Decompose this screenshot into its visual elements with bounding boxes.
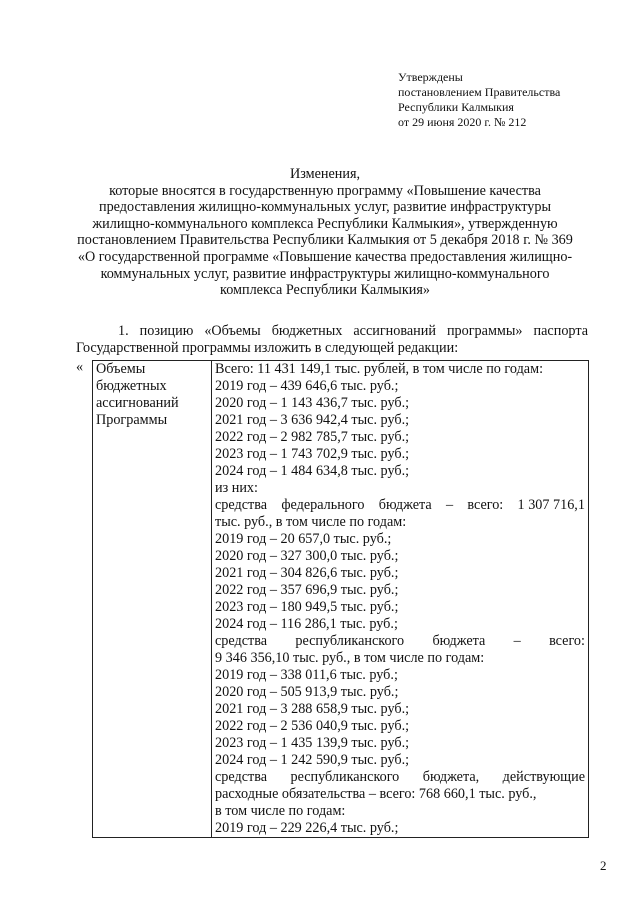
paragraph-line: Государственной программы изложить в следующей редакции: [76,340,459,356]
value-line-justified [215,633,585,650]
word: федерального [281,497,365,513]
value-line-justified [215,769,585,786]
value-line: 2020 год – 327 300,0 тыс. руб.; [215,548,399,564]
word: всего: [467,497,504,513]
word: – [513,633,521,649]
value-line: 2021 год – 3 288 658,9 тыс. руб.; [215,701,410,717]
value-line: 2023 год – 1 743 702,9 тыс. руб.; [215,446,410,462]
approval-line: от 29 июня 2020 г. № 212 [398,115,527,129]
value-line: 2021 год – 3 636 942,4 тыс. руб.; [215,412,410,428]
value-line: 2021 год – 304 826,6 тыс. руб.; [215,565,399,581]
label-line: бюджетных [96,378,167,394]
word: – [445,497,454,513]
label-line: Объемы [96,361,146,377]
table-row [93,361,589,838]
value-line: 2019 год – 439 646,6 тыс. руб.; [215,378,399,394]
value-line: 2022 год – 2 536 040,9 тыс. руб.; [215,718,410,734]
title-line: комплекса Республики Калмыкия» [220,282,430,299]
value-line: 2020 год – 1 143 436,7 тыс. руб.; [215,395,410,411]
approval-line: Утверждены [398,70,463,84]
word: бюджета [378,497,432,513]
word: республиканского [295,633,405,649]
value-line: 2023 год – 1 435 139,9 тыс. руб.; [215,735,410,751]
title-line: постановлением Правительства Республики Калмыкия от 5 декабря 2018 г. № 369 [77,232,573,249]
opening-quote: « [76,359,84,375]
value-line: из них: [215,480,258,496]
table-value-cell [212,361,589,838]
value-line: 2023 год – 180 949,5 тыс. руб.; [215,599,399,615]
word: средства [215,633,268,649]
value-line: 2022 год – 2 982 785,7 тыс. руб.; [215,429,410,445]
word: бюджета [432,633,486,649]
title-line: которые вносятся в государственную программу «Повышение качества [109,182,541,199]
title-line: Изменения, [289,166,361,182]
value-line-justified [215,497,585,514]
value-line: расходные обязательства – всего: 768 660,1 тыс. руб., [215,786,537,802]
title-line: «О государственной программе «Повышение качества предоставления жилищно- [77,248,573,265]
value-line: 9 346 356,10 тыс. руб., в том числе по годам: [215,650,485,666]
word: бюджета, [422,769,480,785]
value-line: 2019 год – 229 226,4 тыс. руб.; [215,820,399,836]
value-line: Всего: 11 431 149,1 тыс. рублей, в том числе по годам: [215,361,544,377]
word: 1 307 716,1 [517,497,585,513]
title-line: коммунальных услуг, развитие инфраструктуры жилищно-коммунального [100,265,550,282]
paragraph-line: 1. позицию «Объемы бюджетных ассигнований программы» паспорта [118,323,588,339]
approval-line: постановлением Правительства [398,85,561,99]
value-line: в том числе по годам: [215,803,346,819]
title-line: жилищно-коммунального комплекса Республики Калмыкия», утвержденную [92,215,558,232]
approval-stamp [398,70,560,130]
word: действующие [502,769,585,785]
budget-table [92,360,589,838]
body-paragraph [76,323,588,357]
value-line: 2024 год – 1 484 634,8 тыс. руб.; [215,463,410,479]
page-number: 2 [600,858,607,873]
document-title [60,166,590,299]
value-line: 2019 год – 338 011,6 тыс. руб.; [215,667,398,683]
approval-line: Республики Калмыкия [398,100,514,114]
value-line: 2024 год – 1 242 590,9 тыс. руб.; [215,752,410,768]
label-line: Программы [96,412,168,428]
value-line: 2019 год – 20 657,0 тыс. руб.; [215,531,392,547]
value-line: 2020 год – 505 913,9 тыс. руб.; [215,684,399,700]
word: всего: [549,633,585,649]
value-line: тыс. руб., в том числе по годам: [215,514,407,530]
table-label-cell [93,361,212,838]
title-line: предоставления жилищно-коммунальных услуг, развитие инфраструктуры [98,199,552,216]
label-line: ассигнований [96,395,179,411]
value-line: 2022 год – 357 696,9 тыс. руб.; [215,582,399,598]
word: средства [215,497,268,513]
word: республиканского [290,769,400,785]
word: средства [215,769,268,785]
value-line: 2024 год – 116 286,1 тыс. руб.; [215,616,398,632]
